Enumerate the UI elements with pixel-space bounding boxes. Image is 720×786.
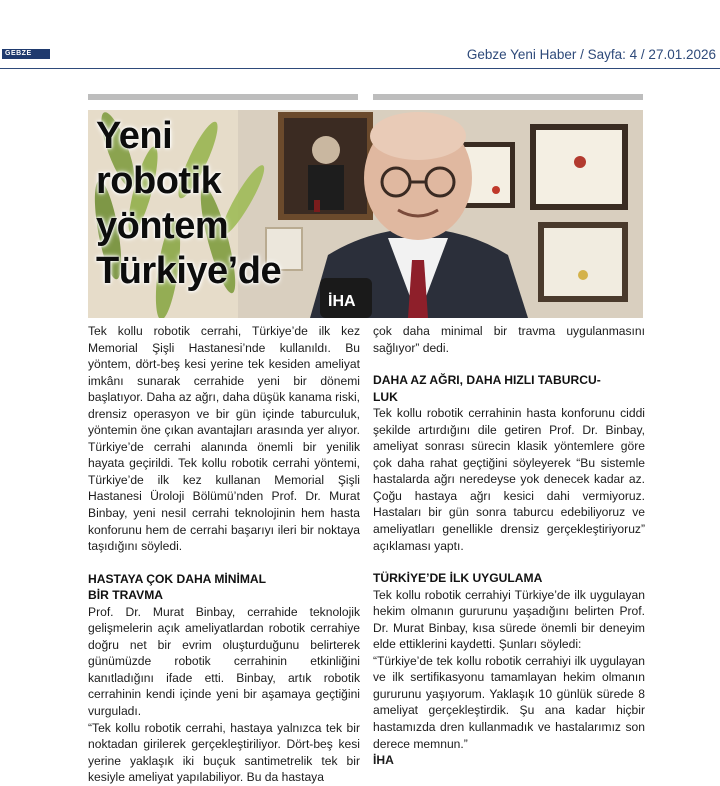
- news-source: İHA: [373, 753, 394, 768]
- section-heading-line: DAHA AZ AĞRI, DAHA HIZLI TABURCU-: [373, 373, 601, 388]
- header-rule: [0, 68, 720, 69]
- headline-line: Türkiye’de: [96, 250, 282, 292]
- article-photo: [88, 110, 643, 318]
- article-column-right: [373, 323, 645, 769]
- headline-line: robotik: [96, 160, 222, 202]
- body-paragraph: “Türkiye’de tek kollu robotik cerrahiyi ilk uygulayan ve ilk sertifikasyonu tamamlayan hekim olmanın gururunu yaşıyorum. Yaklaşık 10 günlük sürede 8 ameliyat gerçekleştirdik. Şu ana kadar hiçbir hastamızda dren kullanmadık ve hastalarımız son derece memnun.”: [373, 653, 645, 751]
- section-heading-line: BİR TRAVMA: [88, 588, 164, 603]
- article-column-left: [88, 323, 360, 786]
- page-meta: Gebze Yeni Haber / Sayfa: 4 / 27.01.2026: [466, 47, 716, 62]
- body-paragraph: Tek kollu robotik cerrahinin hasta konforunu ciddi şekilde artırdığını dile getiren Prof. Dr. Binbay, ameliyat sonrası sürecin klasik yöntemlere göre çok daha rahat geçtiğini söyleyerek “Bu sistemle hastalarda ağrı neredeyse yok denecek kadar az. Çoğu hastaya ağrı kesici dahi vermiyoruz. Hastaları bir gün sonra taburcu edebiliyoruz ve ameliyatları genellikle drensiz gerçekleştiriyoruz” açıklaması yaptı.: [373, 406, 645, 553]
- section-heading-line: HASTAYA ÇOK DAHA MİNİMAL: [88, 571, 267, 586]
- section-heading-line: LUK: [373, 389, 398, 404]
- section-heading: TÜRKİYE’DE İLK UYGULAMA: [373, 571, 543, 586]
- body-paragraph: “Tek kollu robotik cerrahi, hastaya yalnızca tek bir noktadan girilerek gerçekleştiriliyor. Dört-beş kesi yerine yaklaşık iki buçuk santimetrelik tek bir kesiyle ameliyat yapılabiliyor. Bu da hastaya: [88, 720, 360, 785]
- headline: [96, 114, 281, 294]
- headline-line: Yeni: [96, 115, 173, 157]
- body-paragraph: çok daha minimal bir travma uygulanmasını sağlıyor” dedi.: [373, 324, 645, 355]
- body-paragraph: Tek kollu robotik cerrahiyi Türkiye’de ilk uygulayan hekim olmanın gururunu yaşadığını belirten Prof. Dr. Murat Binbay, kısa sürede önemli bir deneyim elde ettiklerini kaydetti. Şunları söyledi:: [373, 587, 645, 652]
- page-header: [0, 0, 720, 70]
- headline-line: yöntem: [96, 205, 229, 247]
- section-heading: [88, 571, 360, 604]
- divider-bar-left: [88, 94, 358, 100]
- publication-logo: GEBZE: [2, 49, 50, 59]
- mic-logo: İHA: [328, 293, 356, 310]
- divider-bar-right: [373, 94, 643, 100]
- body-paragraph: Prof. Dr. Murat Binbay, cerrahide teknolojik gelişmelerin açık ameliyatlardan robotik cerrahiye doğru net bir evrim oluşturduğunu belirterek günümüzde robotik cerrahinin etkinliğini kanıtladığını ifade etti. Binbay, artık robotik cerrahinin kendi içinde yeni bir aşamaya geçtiğini vurguladı.: [88, 604, 360, 719]
- section-heading: [373, 372, 645, 405]
- intro-paragraph: Tek kollu robotik cerrahi, Türkiye’de ilk kez Memorial Şişli Hastanesi’nde kullanıldı. Bu yöntem, dört-beş kesi yerine tek kesiden ameliyat imkânı sunarak cerrahide yeni bir dönemi başlatıyor. Daha az ağrı, daha düşük kanama riski, drensiz operasyon ve bir gün içinde taburculuk, yöntemin öne çıkan avantajları arasında yer alıyor. Türkiye’de cerrahi alanında önemli bir yenilik hayata geçirildi. Tek kollu robotik cerrahi yöntemi, Türkiye’de ilk kez kullanan Memorial Şişli Hastanesi Üroloji Bölümü’nden Prof. Dr. Murat Binbay, yeni nesil cerrahi teknolojinin hem hasta konforunu hem de cerrahi başarıyı ileri bir noktaya taşıdığını söyledi.: [88, 324, 360, 554]
